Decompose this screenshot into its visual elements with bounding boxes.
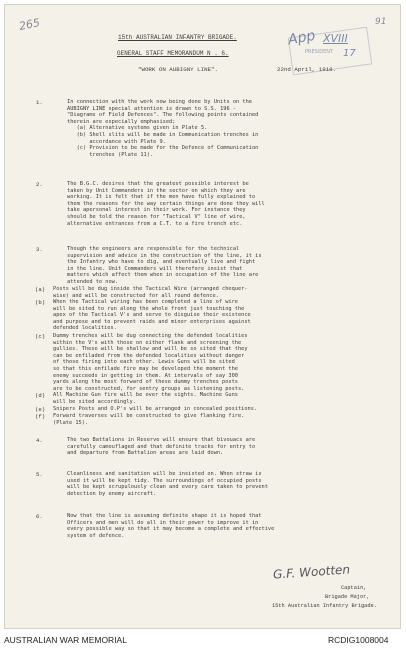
subparagraph-label: (d) bbox=[35, 392, 46, 399]
memorandum-number: GENERAL STAFF MEMORANDUM N . 6. bbox=[117, 50, 229, 57]
subparagraph-body: Dummy trenches will be dug connecting the defended localities within the V's with those on either flank and screening the gullies. These will be shallow and will be so sited that they can be enfiladed from the defended localities without danger of those firing into each other. Lewis Guns will be sited so that this enfilade fire may be developed the moment the enemy succeeds in getting in them. At intervals of say 300 yards along the most forward of these dummy trenches posts are to be constructed, for sentry groups as listening posts. bbox=[53, 333, 248, 392]
signatory-rank: Captain, bbox=[341, 585, 367, 591]
stamp-app-text: App bbox=[286, 27, 317, 49]
signatory-unit: 15th Australian Infantry Brigade. bbox=[272, 603, 377, 609]
paragraph-number: 3. bbox=[36, 246, 43, 253]
pencil-folio-number: 91 bbox=[375, 17, 387, 27]
handwritten-signature: G.F. Wootten bbox=[272, 562, 351, 582]
paragraph-number: 2. bbox=[36, 181, 43, 188]
subparagraph-body: Posts will be dug inside the Tactical Wire (arranged chequer- wise) and will be constructed for all round defence. bbox=[53, 286, 248, 299]
paragraph-number: 4. bbox=[36, 437, 43, 444]
footer-archive-name: AUSTRALIAN WAR MEMORIAL bbox=[4, 635, 127, 645]
memorandum-date: 22nd April, 1918. bbox=[277, 66, 337, 73]
stamp-number: 17 bbox=[343, 48, 356, 59]
paragraph-body: In connection with the work now being done by Units on the AUBIGNY LINE special attention is drawn to S.S. 196 - "Diagrams of Field Defences". The following points contained therein are especially emphasised; (a) Alternative systems given in Plate 5. (b) Shell slits will be made in Communication trenches in accordance with Plate 9. (c) Provision to be made for the Defence of Communication trenches (Plate 11). bbox=[67, 99, 259, 158]
pencil-page-number: 265 bbox=[17, 15, 42, 34]
subparagraph-label: (a) bbox=[35, 286, 46, 293]
stamp-roman-numeral: XVIII bbox=[323, 32, 348, 45]
document-page bbox=[4, 4, 401, 629]
paragraph-body: The B.G.C. desires that the greatest possible interest be taken by Unit Commanders in the sector on which they are working. It is felt that if the men have fully explained to them the reasons for the way certain things are done they will take apersonal interest in their work. For instance they should be told the reason for "Tactical V" line of wire, alternative entrances from a C.T. to a fire trench etc. bbox=[67, 181, 265, 227]
signatory-role: Brigade Major, bbox=[325, 594, 370, 600]
subparagraph-body: All Machine Gun fire will be over the sights. Machine Guns will be sited accordingly. bbox=[53, 392, 238, 405]
subparagraph-body: Forward traverses will be constructed to give flanking fire. (Plate 15). bbox=[53, 413, 245, 426]
subparagraph-body: Snipers Posts and O.P's will be arranged in concealed positions. bbox=[53, 406, 258, 412]
subparagraph-label: (f) bbox=[35, 413, 46, 420]
footer-record-id: RCDIG1008004 bbox=[328, 635, 389, 645]
subparagraph-label: (c) bbox=[35, 333, 46, 340]
brigade-heading: 15th AUSTRALIAN INFANTRY BRIGADE. bbox=[118, 34, 237, 41]
paragraph-number: 5. bbox=[36, 471, 43, 478]
paragraph-body: The two Battalions in Reserve will ensure that bivouacs are carefully camouflaged and that definite tracks for entry to and departure from Battalion areas are laid down. bbox=[67, 437, 256, 457]
subparagraph-body: When the Tactical wiring has been completed a line of wire will be sited to run along the whole front just touching the apex of the Tactical V's and serve to disguise their existence and purpose and to prevent raids and minor enterprises against defended localities. bbox=[53, 299, 251, 332]
paragraph-number: 1. bbox=[36, 99, 43, 106]
paragraph-body: Cleanliness and sanitation will be insisted on. When straw is used it will be kept tidy. The surroundings of occupied posts will be kept scrupulously clean and every care taken to prevent detection by enemy aircraft. bbox=[67, 471, 268, 497]
paragraph-body: Now that the line is assuming definite shape it is hoped that Officers and men will do all in their power to improve it in every possible way so that it may become a complete and effective system of defence. bbox=[67, 513, 275, 539]
subparagraph-label: (b) bbox=[35, 299, 46, 306]
paragraph-number: 6. bbox=[36, 513, 43, 520]
stamp-small-text: PRESIDENT bbox=[305, 49, 334, 55]
paragraph-body: Though the engineers are responsible for the technical supervision and advice in the construction of the line, it is the Infantry who have to dig, and eventually live and fight in the line. Unit Commanders will therefore insist that matters which affect them when in occupation of the line are attended to now. bbox=[67, 246, 262, 285]
subparagraph-label: (e) bbox=[35, 406, 46, 413]
memorandum-subject: "WORK ON AUBIGNY LINE". bbox=[138, 66, 219, 73]
